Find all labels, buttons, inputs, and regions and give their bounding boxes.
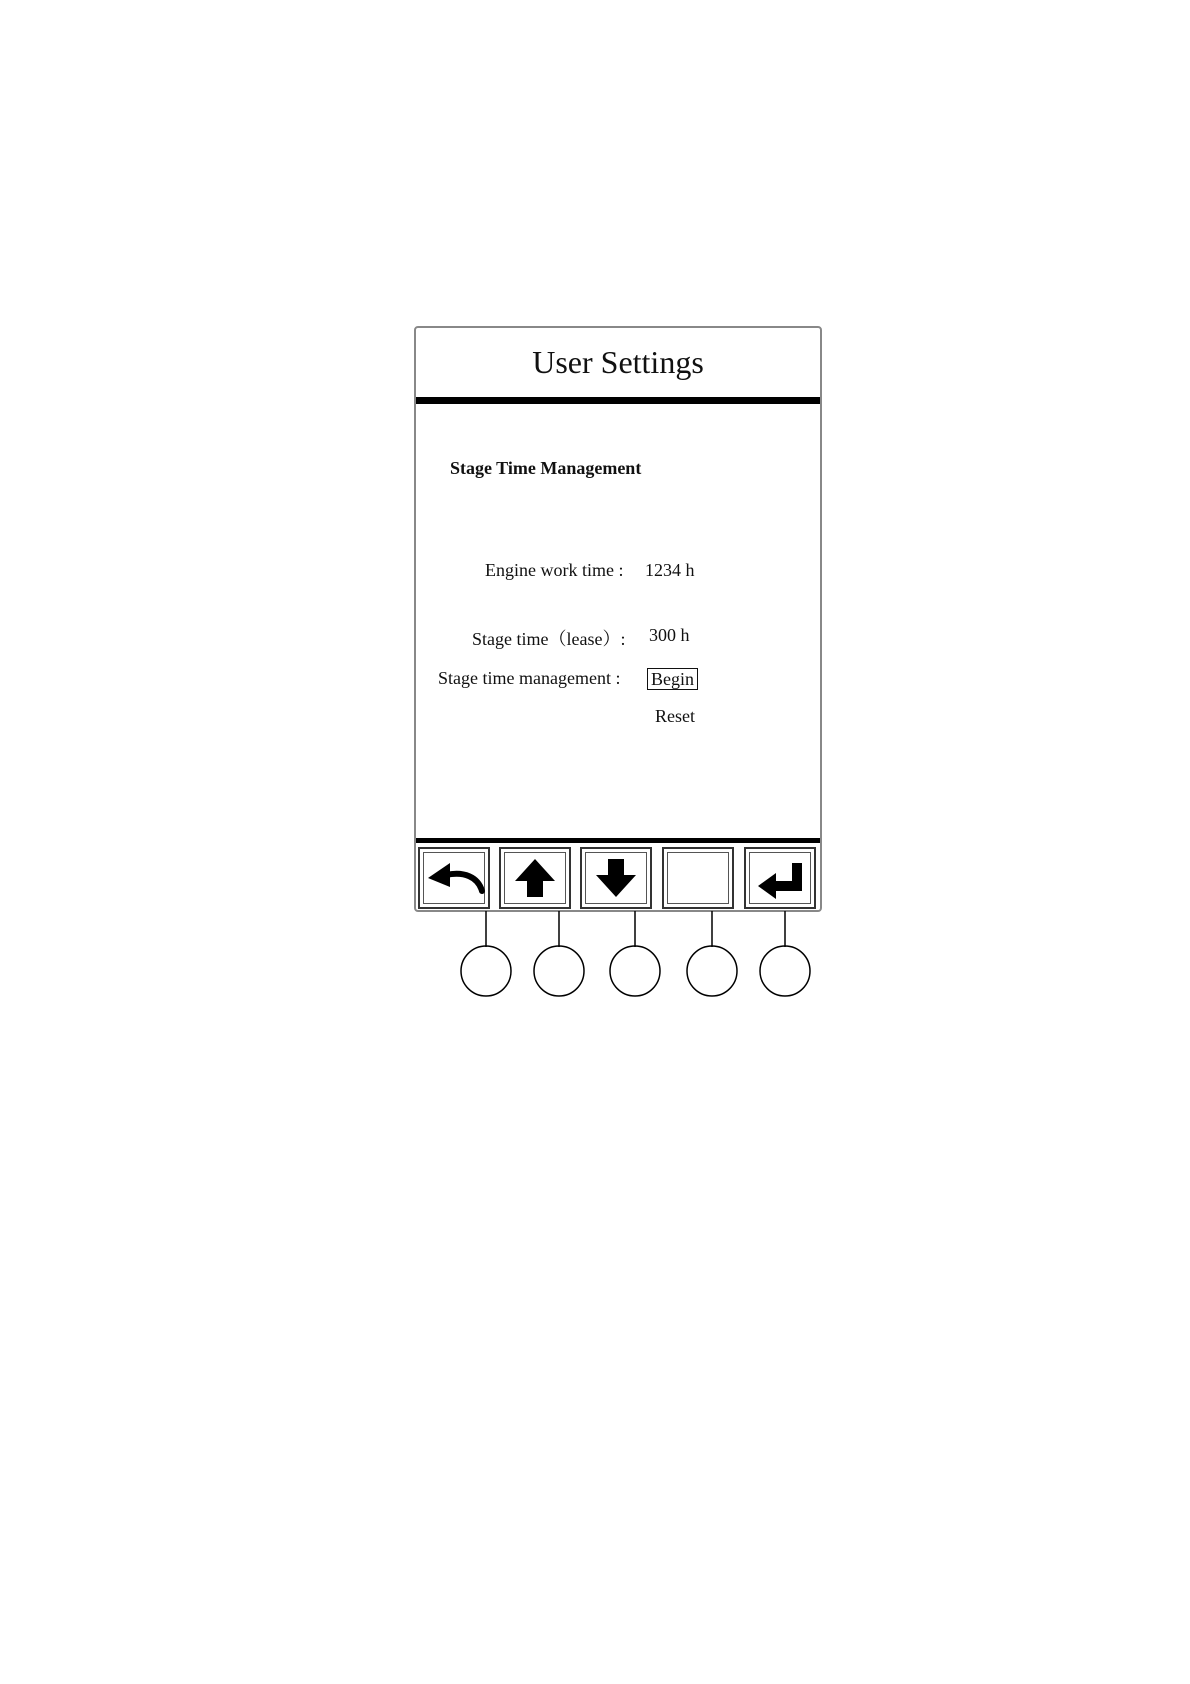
screen-title: User Settings xyxy=(532,344,704,380)
section-title: Stage Time Management xyxy=(450,458,642,478)
engine-work-time-value: 1234 h xyxy=(645,560,695,580)
engine-work-time-label: Engine work time : xyxy=(485,560,624,580)
stage-time-lease-value: 300 h xyxy=(649,625,690,645)
begin-option[interactable]: Begin xyxy=(647,668,698,690)
stage-time-management-label: Stage time management : xyxy=(438,668,621,688)
stage-time-lease-label: Stage time（lease）: xyxy=(472,629,626,649)
reset-option[interactable]: Reset xyxy=(655,706,695,726)
